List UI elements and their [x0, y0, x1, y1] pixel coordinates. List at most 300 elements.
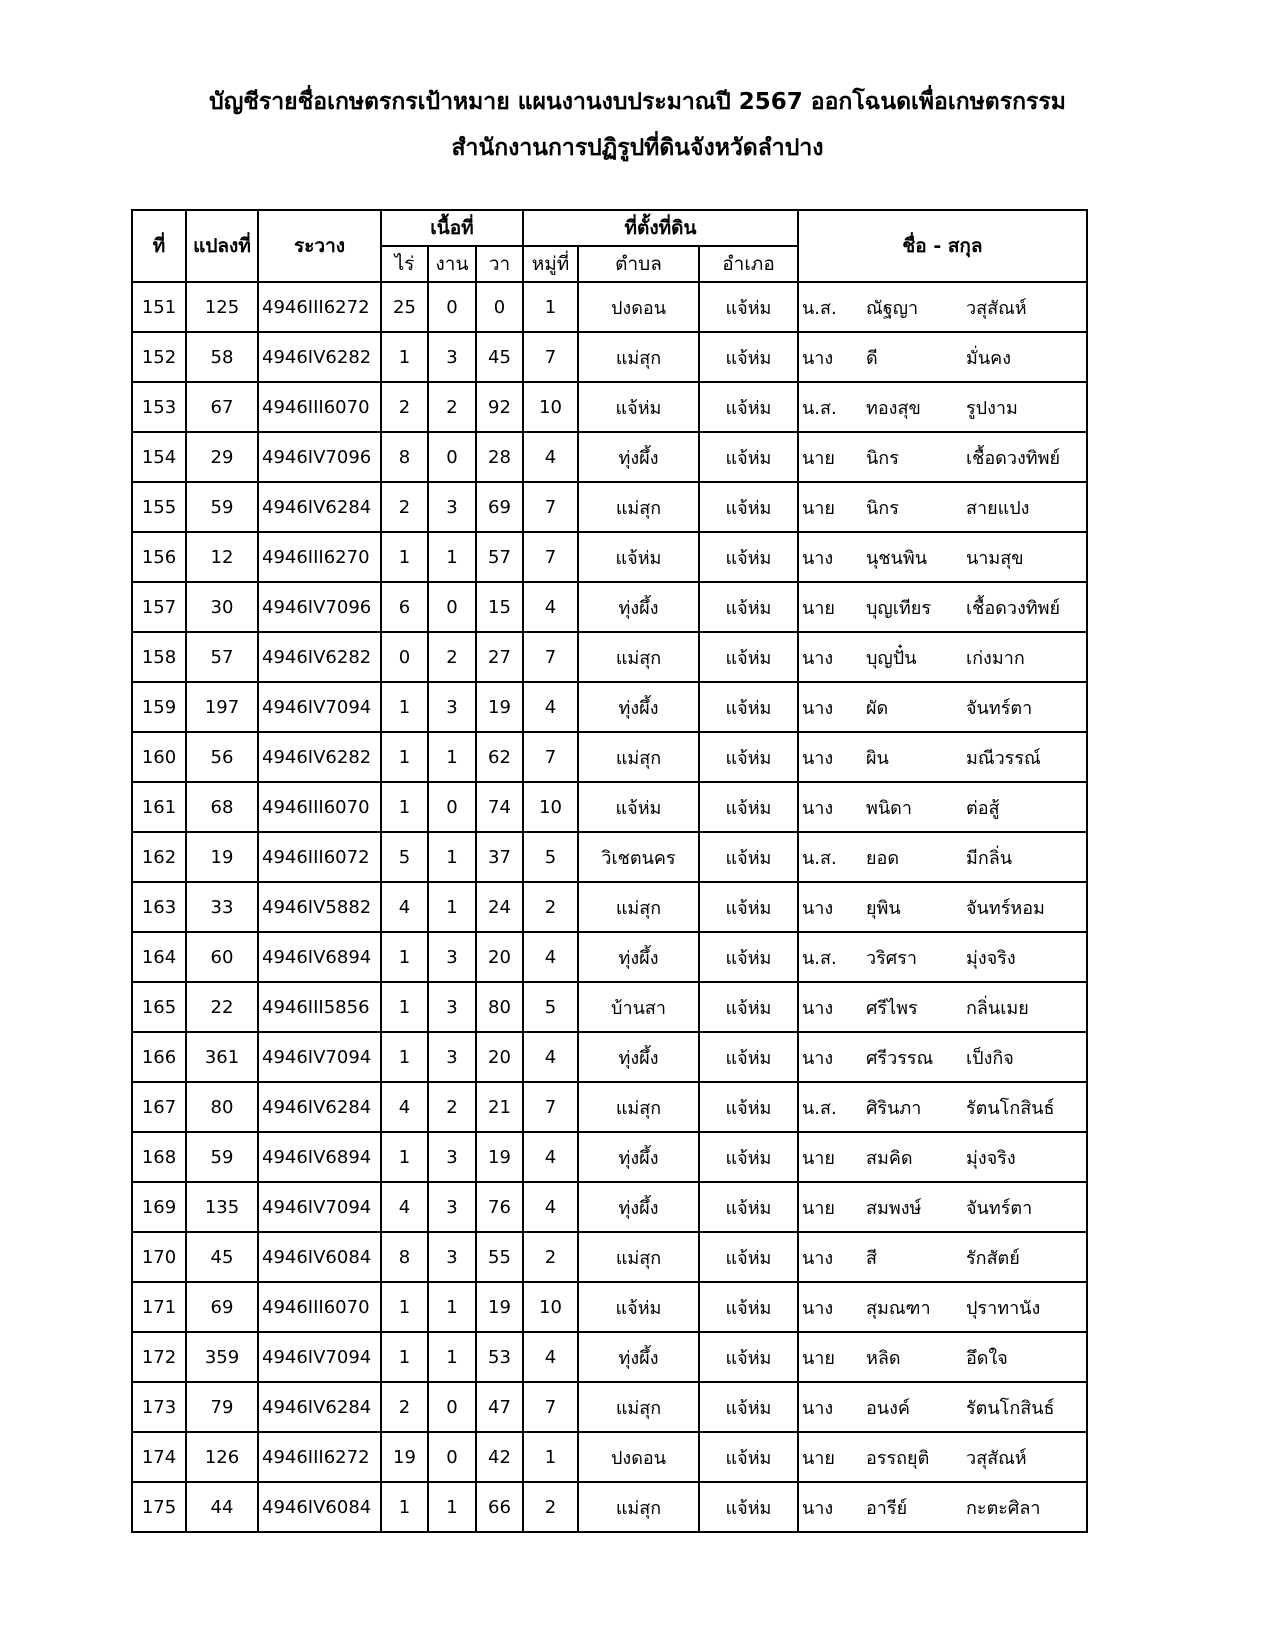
table-row [132, 432, 1087, 482]
cell-wa: 20 [476, 1032, 523, 1082]
cell-amphoe: แจ้ห่ม [699, 332, 798, 382]
cell-sheet: 4946IV6284 [258, 1082, 381, 1132]
cell-moo: 2 [523, 1232, 578, 1282]
cell-name [798, 632, 1087, 682]
cell-no: 171 [132, 1282, 186, 1332]
name-prefix: นาย [802, 597, 835, 619]
table-row [132, 632, 1087, 682]
cell-no: 172 [132, 1332, 186, 1382]
first-name: นิกร [866, 497, 899, 519]
cell-tambon: แม่สุก [578, 632, 699, 682]
cell-amphoe: แจ้ห่ม [699, 482, 798, 532]
cell-moo: 10 [523, 1282, 578, 1332]
header-name: ชื่อ - สกุล [798, 210, 1087, 282]
header-rai: ไร่ [381, 246, 428, 282]
cell-wa: 24 [476, 882, 523, 932]
cell-ngan: 2 [428, 1082, 476, 1132]
cell-tambon: ทุ่งผึ้ง [578, 1132, 699, 1182]
table-row [132, 532, 1087, 582]
cell-wa: 62 [476, 732, 523, 782]
cell-amphoe: แจ้ห่ม [699, 732, 798, 782]
cell-ngan: 3 [428, 482, 476, 532]
cell-sheet: 4946IV7094 [258, 682, 381, 732]
last-name: มณีวรรณ์ [966, 747, 1041, 769]
last-name: เป็งกิจ [966, 1047, 1014, 1069]
cell-wa: 0 [476, 282, 523, 332]
cell-tambon: ทุ่งผึ้ง [578, 432, 699, 482]
cell-tambon: แม่สุก [578, 1082, 699, 1132]
cell-moo: 10 [523, 382, 578, 432]
last-name: รักสัตย์ [966, 1247, 1020, 1269]
table-row [132, 1132, 1087, 1182]
last-name: จันทร์หอม [966, 897, 1045, 919]
last-name: เชื้อดวงทิพย์ [966, 447, 1061, 469]
last-name: ต่อสู้ [966, 797, 1000, 819]
cell-amphoe: แจ้ห่ม [699, 682, 798, 732]
table-row [132, 1282, 1087, 1332]
cell-no: 160 [132, 732, 186, 782]
first-name: พนิดา [866, 797, 912, 819]
cell-wa: 27 [476, 632, 523, 682]
cell-amphoe: แจ้ห่ม [699, 1182, 798, 1232]
table-row [132, 1332, 1087, 1382]
first-name: บุญเทียร [866, 597, 931, 619]
cell-moo: 7 [523, 1382, 578, 1432]
cell-name [798, 682, 1087, 732]
cell-amphoe: แจ้ห่ม [699, 1482, 798, 1532]
cell-no: 154 [132, 432, 186, 482]
last-name: รูปงาม [966, 397, 1018, 419]
last-name: มั่นคง [966, 347, 1011, 369]
header-wa: วา [476, 246, 523, 282]
cell-sheet: 4946IV7094 [258, 1332, 381, 1382]
cell-plot: 59 [186, 482, 258, 532]
name-prefix: นาย [802, 497, 835, 519]
cell-no: 175 [132, 1482, 186, 1532]
farmer-list-table [131, 209, 1088, 1533]
cell-sheet: 4946IV6282 [258, 732, 381, 782]
cell-name [798, 732, 1087, 782]
first-name: ผิน [866, 747, 889, 769]
cell-wa: 15 [476, 582, 523, 632]
cell-rai: 2 [381, 1382, 428, 1432]
cell-ngan: 1 [428, 1282, 476, 1332]
header-ngan: งาน [428, 246, 476, 282]
cell-moo: 4 [523, 1332, 578, 1382]
cell-moo: 4 [523, 582, 578, 632]
cell-rai: 1 [381, 1132, 428, 1182]
cell-tambon: แม่สุก [578, 482, 699, 532]
last-name: เชื้อดวงทิพย์ [966, 597, 1061, 619]
cell-no: 170 [132, 1232, 186, 1282]
cell-no: 157 [132, 582, 186, 632]
cell-plot: 45 [186, 1232, 258, 1282]
header-location: ที่ตั้งที่ดิน [523, 210, 798, 246]
cell-tambon: แม่สุก [578, 332, 699, 382]
cell-wa: 28 [476, 432, 523, 482]
cell-name [798, 1382, 1087, 1432]
cell-no: 174 [132, 1432, 186, 1482]
table-row [132, 682, 1087, 732]
cell-amphoe: แจ้ห่ม [699, 532, 798, 582]
cell-amphoe: แจ้ห่ม [699, 1432, 798, 1482]
header-moo: หมู่ที่ [523, 246, 578, 282]
name-prefix: น.ส. [802, 847, 837, 869]
cell-name [798, 482, 1087, 532]
cell-name [798, 1432, 1087, 1482]
cell-name [798, 282, 1087, 332]
first-name: ศรีไพร [866, 997, 918, 1019]
first-name: วริศรา [866, 947, 917, 969]
cell-moo: 7 [523, 1082, 578, 1132]
cell-ngan: 2 [428, 632, 476, 682]
table-row [132, 332, 1087, 382]
cell-plot: 22 [186, 982, 258, 1032]
name-prefix: นาย [802, 447, 835, 469]
cell-no: 165 [132, 982, 186, 1032]
cell-amphoe: แจ้ห่ม [699, 382, 798, 432]
cell-no: 152 [132, 332, 186, 382]
cell-wa: 45 [476, 332, 523, 382]
cell-plot: 68 [186, 782, 258, 832]
cell-no: 168 [132, 1132, 186, 1182]
cell-ngan: 2 [428, 382, 476, 432]
table-row [132, 582, 1087, 632]
name-prefix: นาย [802, 1347, 835, 1369]
cell-sheet: 4946IV6282 [258, 332, 381, 382]
cell-moo: 4 [523, 932, 578, 982]
cell-wa: 19 [476, 1132, 523, 1182]
cell-rai: 1 [381, 332, 428, 382]
cell-moo: 7 [523, 482, 578, 532]
first-name: บุญปั๋น [866, 647, 917, 669]
cell-wa: 80 [476, 982, 523, 1032]
table-row [132, 982, 1087, 1032]
cell-sheet: 4946IV7096 [258, 582, 381, 632]
cell-moo: 1 [523, 282, 578, 332]
cell-tambon: ทุ่งผึ้ง [578, 932, 699, 982]
cell-ngan: 1 [428, 1482, 476, 1532]
cell-amphoe: แจ้ห่ม [699, 1282, 798, 1332]
cell-tambon: แม่สุก [578, 1382, 699, 1432]
cell-name [798, 582, 1087, 632]
cell-name [798, 1282, 1087, 1332]
cell-ngan: 0 [428, 782, 476, 832]
first-name: ยุพิน [866, 897, 901, 919]
cell-wa: 20 [476, 932, 523, 982]
table-row [132, 382, 1087, 432]
first-name: สุมณฑา [866, 1297, 931, 1319]
cell-ngan: 0 [428, 1382, 476, 1432]
cell-name [798, 1182, 1087, 1232]
cell-wa: 53 [476, 1332, 523, 1382]
name-prefix: นาง [802, 1297, 834, 1319]
cell-tambon: แม่สุก [578, 1232, 699, 1282]
table-row [132, 1032, 1087, 1082]
cell-name [798, 332, 1087, 382]
table-row [132, 1382, 1087, 1432]
cell-amphoe: แจ้ห่ม [699, 982, 798, 1032]
name-prefix: นาง [802, 697, 834, 719]
cell-sheet: 4946III6070 [258, 1282, 381, 1332]
cell-wa: 76 [476, 1182, 523, 1232]
cell-moo: 4 [523, 432, 578, 482]
cell-wa: 69 [476, 482, 523, 532]
cell-rai: 5 [381, 832, 428, 882]
cell-amphoe: แจ้ห่ม [699, 1382, 798, 1432]
last-name: รัตนโกสินธ์ [966, 1397, 1055, 1419]
cell-amphoe: แจ้ห่ม [699, 932, 798, 982]
cell-wa: 37 [476, 832, 523, 882]
cell-plot: 19 [186, 832, 258, 882]
cell-moo: 7 [523, 332, 578, 382]
cell-ngan: 3 [428, 1032, 476, 1082]
cell-sheet: 4946III6070 [258, 382, 381, 432]
cell-wa: 57 [476, 532, 523, 582]
cell-wa: 47 [476, 1382, 523, 1432]
cell-plot: 79 [186, 1382, 258, 1432]
name-prefix: นาง [802, 347, 834, 369]
cell-plot: 29 [186, 432, 258, 482]
cell-wa: 74 [476, 782, 523, 832]
cell-sheet: 4946IV6894 [258, 932, 381, 982]
cell-sheet: 4946III6272 [258, 1432, 381, 1482]
cell-no: 159 [132, 682, 186, 732]
cell-plot: 69 [186, 1282, 258, 1332]
cell-rai: 1 [381, 1332, 428, 1382]
cell-name [798, 382, 1087, 432]
cell-moo: 5 [523, 982, 578, 1032]
cell-no: 155 [132, 482, 186, 532]
cell-plot: 125 [186, 282, 258, 332]
cell-sheet: 4946IV6284 [258, 1382, 381, 1432]
last-name: วสุสัณห์ [966, 297, 1027, 319]
name-prefix: นาย [802, 1147, 835, 1169]
cell-rai: 6 [381, 582, 428, 632]
cell-no: 151 [132, 282, 186, 332]
cell-name [798, 1132, 1087, 1182]
first-name: ทองสุข [866, 397, 921, 419]
header-area: เนื้อที่ [381, 210, 523, 246]
header-no: ที่ [132, 210, 186, 282]
cell-rai: 1 [381, 932, 428, 982]
cell-plot: 30 [186, 582, 258, 632]
cell-rai: 1 [381, 682, 428, 732]
cell-plot: 60 [186, 932, 258, 982]
name-prefix: น.ส. [802, 1097, 837, 1119]
cell-ngan: 3 [428, 1232, 476, 1282]
cell-moo: 1 [523, 1432, 578, 1482]
cell-name [798, 982, 1087, 1032]
cell-tambon: ทุ่งผึ้ง [578, 582, 699, 632]
cell-ngan: 3 [428, 332, 476, 382]
last-name: มุ่งจริง [966, 1147, 1016, 1169]
cell-ngan: 0 [428, 582, 476, 632]
cell-no: 153 [132, 382, 186, 432]
last-name: จันทร์ตา [966, 697, 1033, 719]
cell-rai: 19 [381, 1432, 428, 1482]
cell-no: 164 [132, 932, 186, 982]
cell-wa: 21 [476, 1082, 523, 1132]
cell-plot: 56 [186, 732, 258, 782]
cell-tambon: แจ้ห่ม [578, 532, 699, 582]
cell-plot: 44 [186, 1482, 258, 1532]
last-name: วสุสัณห์ [966, 1447, 1027, 1469]
cell-no: 158 [132, 632, 186, 682]
first-name: นุชนพิน [866, 547, 927, 569]
first-name: อารีย์ [866, 1497, 908, 1519]
cell-moo: 7 [523, 532, 578, 582]
cell-no: 162 [132, 832, 186, 882]
cell-moo: 5 [523, 832, 578, 882]
cell-tambon: แจ้ห่ม [578, 782, 699, 832]
cell-plot: 67 [186, 382, 258, 432]
cell-rai: 4 [381, 1082, 428, 1132]
cell-rai: 4 [381, 1182, 428, 1232]
table-row [132, 482, 1087, 532]
first-name: สมพงษ์ [866, 1197, 922, 1219]
cell-sheet: 4946IV6282 [258, 632, 381, 682]
last-name: เก่งมาก [966, 647, 1025, 669]
cell-amphoe: แจ้ห่ม [699, 882, 798, 932]
cell-tambon: บ้านสา [578, 982, 699, 1032]
cell-amphoe: แจ้ห่ม [699, 282, 798, 332]
cell-sheet: 4946III5856 [258, 982, 381, 1032]
last-name: กลิ่นเมย [966, 997, 1029, 1019]
cell-ngan: 3 [428, 932, 476, 982]
header-sheet: ระวาง [258, 210, 381, 282]
cell-amphoe: แจ้ห่ม [699, 632, 798, 682]
cell-tambon: ทุ่งผึ้ง [578, 1332, 699, 1382]
first-name: ดี [866, 347, 878, 369]
table-row [132, 1082, 1087, 1132]
last-name: รัตนโกสินธ์ [966, 1097, 1055, 1119]
cell-amphoe: แจ้ห่ม [699, 1082, 798, 1132]
cell-wa: 19 [476, 1282, 523, 1332]
cell-ngan: 3 [428, 1182, 476, 1232]
cell-name [798, 1232, 1087, 1282]
cell-no: 163 [132, 882, 186, 932]
cell-plot: 135 [186, 1182, 258, 1232]
cell-rai: 1 [381, 532, 428, 582]
cell-moo: 4 [523, 1032, 578, 1082]
first-name: อนงค์ [866, 1397, 910, 1419]
cell-tambon: แจ้ห่ม [578, 382, 699, 432]
cell-amphoe: แจ้ห่ม [699, 832, 798, 882]
cell-ngan: 0 [428, 282, 476, 332]
cell-name [798, 1082, 1087, 1132]
cell-moo: 7 [523, 732, 578, 782]
cell-name [798, 882, 1087, 932]
cell-ngan: 0 [428, 432, 476, 482]
cell-plot: 58 [186, 332, 258, 382]
table-row [132, 732, 1087, 782]
cell-plot: 59 [186, 1132, 258, 1182]
table-row [132, 1482, 1087, 1532]
name-prefix: นาง [802, 797, 834, 819]
cell-amphoe: แจ้ห่ม [699, 782, 798, 832]
table-row [132, 932, 1087, 982]
cell-plot: 57 [186, 632, 258, 682]
cell-sheet: 4946III6072 [258, 832, 381, 882]
cell-ngan: 3 [428, 1132, 476, 1182]
cell-rai: 2 [381, 382, 428, 432]
last-name: มีกลิ่น [966, 847, 1013, 869]
table-row [132, 832, 1087, 882]
cell-no: 166 [132, 1032, 186, 1082]
cell-name [798, 782, 1087, 832]
last-name: กะตะศิลา [966, 1497, 1041, 1519]
first-name: ศรีวรรณ [866, 1047, 934, 1069]
cell-name [798, 1482, 1087, 1532]
name-prefix: นาง [802, 547, 834, 569]
cell-amphoe: แจ้ห่ม [699, 1232, 798, 1282]
cell-tambon: ทุ่งผึ้ง [578, 1182, 699, 1232]
cell-rai: 8 [381, 1232, 428, 1282]
cell-sheet: 4946IV7094 [258, 1182, 381, 1232]
last-name: จันทร์ตา [966, 1197, 1033, 1219]
last-name: อึดใจ [966, 1347, 1008, 1369]
cell-name [798, 1332, 1087, 1382]
cell-sheet: 4946III6070 [258, 782, 381, 832]
table-row [132, 782, 1087, 832]
first-name: ณัฐญา [866, 297, 919, 319]
cell-wa: 66 [476, 1482, 523, 1532]
cell-moo: 2 [523, 882, 578, 932]
cell-ngan: 3 [428, 982, 476, 1032]
cell-amphoe: แจ้ห่ม [699, 1032, 798, 1082]
cell-amphoe: แจ้ห่ม [699, 582, 798, 632]
table-row [132, 1182, 1087, 1232]
table-row [132, 1232, 1087, 1282]
cell-rai: 2 [381, 482, 428, 532]
cell-moo: 10 [523, 782, 578, 832]
cell-tambon: แม่สุก [578, 882, 699, 932]
cell-rai: 1 [381, 732, 428, 782]
cell-sheet: 4946IV6084 [258, 1232, 381, 1282]
cell-tambon: แจ้ห่ม [578, 1282, 699, 1332]
last-name: นามสุข [966, 547, 1024, 569]
cell-ngan: 1 [428, 532, 476, 582]
cell-wa: 42 [476, 1432, 523, 1482]
cell-rai: 1 [381, 1282, 428, 1332]
cell-sheet: 4946IV6284 [258, 482, 381, 532]
name-prefix: นาง [802, 1397, 834, 1419]
cell-name [798, 832, 1087, 882]
name-prefix: น.ส. [802, 397, 837, 419]
cell-moo: 4 [523, 682, 578, 732]
cell-wa: 92 [476, 382, 523, 432]
first-name: สี [866, 1247, 877, 1269]
office-name: สำนักงานการปฏิรูปที่ดินจังหวัดลำปาง [451, 135, 824, 161]
cell-sheet: 4946IV6084 [258, 1482, 381, 1532]
cell-amphoe: แจ้ห่ม [699, 1332, 798, 1382]
cell-sheet: 4946IV5882 [258, 882, 381, 932]
first-name: อรรถยุติ [866, 1447, 930, 1469]
name-prefix: นาง [802, 1497, 834, 1519]
name-prefix: น.ส. [802, 947, 837, 969]
cell-no: 161 [132, 782, 186, 832]
cell-sheet: 4946IV7096 [258, 432, 381, 482]
cell-tambon: วิเชตนคร [578, 832, 699, 882]
first-name: นิกร [866, 447, 899, 469]
header-tambon: ตำบล [578, 246, 699, 282]
cell-rai: 8 [381, 432, 428, 482]
cell-plot: 359 [186, 1332, 258, 1382]
cell-amphoe: แจ้ห่ม [699, 1132, 798, 1182]
cell-ngan: 1 [428, 1332, 476, 1382]
cell-name [798, 1032, 1087, 1082]
